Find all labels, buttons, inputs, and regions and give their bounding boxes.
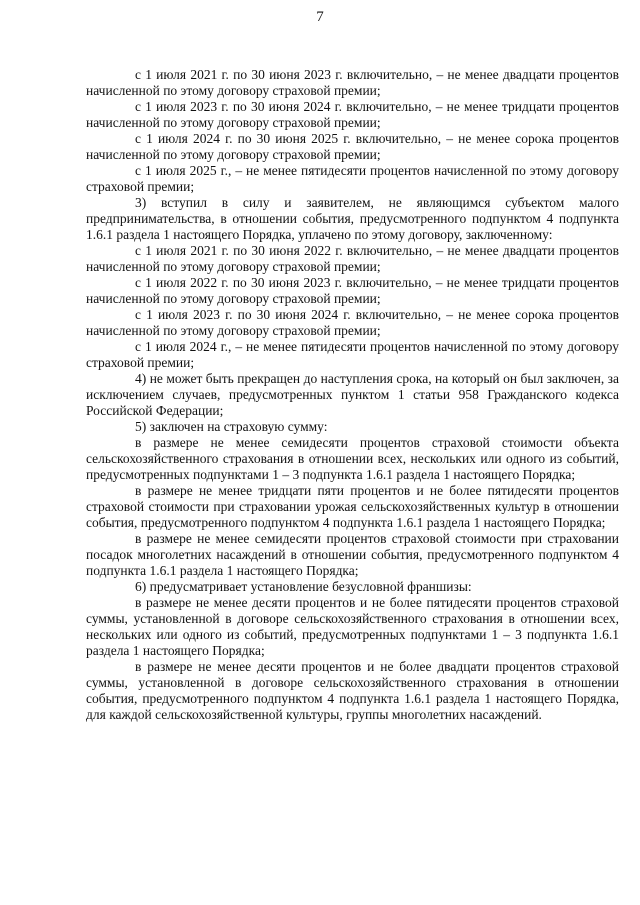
paragraph: в размере не менее десяти процентов и не более пятидесяти процентов страховой суммы, установленной в договоре сельскохозяйственного страхования в отношении всех, нескольких или одного из событий, предусмотренных подпунктами 1 – 3 подпункта 1.6.1 раздела 1 настоящего Порядка; [86,595,619,658]
paragraph: 3) вступил в силу и заявителем, не являющимся субъектом малого предпринимательства, в отношении события, предусмотренного подпунктом 4 подпункта 1.6.1 раздела 1 настоящего Порядка, уплачено по этому договору, заключенному: [86,195,619,242]
page-number: 7 [316,9,324,25]
paragraph: с 1 июля 2022 г. по 30 июня 2023 г. включительно, – не менее тридцати процентов начисленной по этому договору страховой премии; [86,275,619,306]
paragraph: 4) не может быть прекращен до наступления срока, на который он был заключен, за исключением случаев, предусмотренных пунктом 1 статьи 958 Гражданского кодекса Российской Федерации; [86,371,619,418]
paragraph: с 1 июля 2023 г. по 30 июня 2024 г. включительно, – не менее сорока процентов начисленной по этому договору страховой премии; [86,307,619,338]
paragraph: с 1 июля 2023 г. по 30 июня 2024 г. включительно, – не менее тридцати процентов начисленной по этому договору страховой премии; [86,99,619,130]
paragraph: с 1 июля 2021 г. по 30 июня 2022 г. включительно, – не менее двадцати процентов начисленной по этому договору страховой премии; [86,243,619,274]
paragraph: с 1 июля 2021 г. по 30 июня 2023 г. включительно, – не менее двадцати процентов начисленной по этому договору страховой премии; [86,67,619,98]
paragraph: в размере не менее семидесяти процентов страховой стоимости объекта сельскохозяйственного страхования в отношении всех, нескольких или одного из событий, предусмотренных подпунктами 1 – 3 подпункта 1.6.1 раздела 1 настоящего Порядка; [86,435,619,482]
paragraph: 6) предусматривает установление безусловной франшизы: [135,579,472,594]
paragraph: 5) заключен на страховую сумму: [135,419,328,434]
paragraph: с 1 июля 2024 г. по 30 июня 2025 г. включительно, – не менее сорока процентов начисленной по этому договору страховой премии; [86,131,619,162]
paragraph: в размере не менее десяти процентов и не более двадцати процентов страховой суммы, установленной в договоре сельскохозяйственного страхования в отношении события, предусмотренного подпунктом 4 подпункта 1.6.1 раздела 1 настоящего Порядка, для каждой сельскохозяйственной культуры, группы многолетних насаждений. [86,659,619,722]
paragraph: в размере не менее семидесяти процентов страховой стоимости при страховании посадок многолетних насаждений в отношении события, предусмотренного подпунктом 4 подпункта 1.6.1 раздела 1 настоящего Порядка; [86,531,619,578]
paragraph: в размере не менее тридцати пяти процентов и не более пятидесяти процентов страховой стоимости при страховании урожая сельскохозяйственных культур в отношении события, предусмотренного подпунктом 4 подпункта 1.6.1 раздела 1 настоящего Порядка; [86,483,619,530]
paragraph: с 1 июля 2025 г., – не менее пятидесяти процентов начисленной по этому договору страховой премии; [86,163,619,194]
document-body [86,67,619,723]
paragraph: с 1 июля 2024 г., – не менее пятидесяти процентов начисленной по этому договору страховой премии; [86,339,619,370]
